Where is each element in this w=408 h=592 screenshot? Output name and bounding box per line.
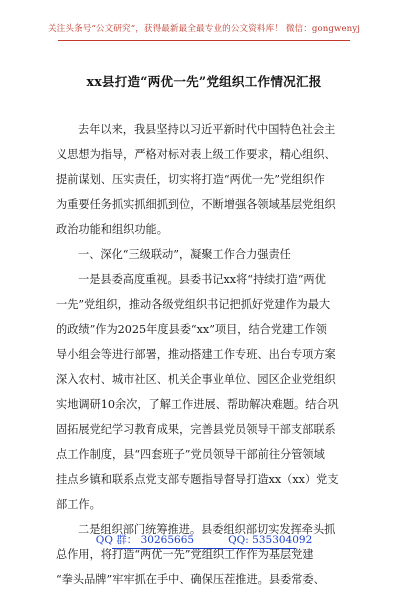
paragraph-line: 为重要任务抓实抓细抓到位，不断增强各领域基层党组织 [56, 198, 336, 211]
document-title: xx县打造“两优一先”党组织工作情况汇报 [86, 74, 322, 89]
paragraph-line: 政治功能和组织功能。 [56, 223, 168, 236]
paragraph-line: 二是组织部门统筹推进。县委组织部切实发挥牵头抓 [78, 523, 336, 536]
paragraph-line: 义思想为指导，严格对标对表上级工作要求，精心组织、 [56, 148, 336, 161]
footer-contact [0, 532, 408, 547]
paragraph-line: 一先”党组织，推动各级党组织书记把抓好党建作为最大 [56, 298, 331, 311]
document-body [56, 117, 356, 592]
paragraph-intro [56, 117, 356, 242]
paragraph-county-committee [56, 267, 356, 517]
paragraph-line: 提前谋划、压实责任，切实将打造“两优一先”党组织作 [56, 173, 325, 186]
section-heading [56, 242, 356, 267]
paragraph-line: 去年以来，我县坚持以习近平新时代中国特色社会主 [78, 123, 336, 136]
paragraph-line: 深入农村、城市社区、机关企事业单位、园区企业党组织 [56, 373, 336, 386]
section-heading-text: 一、深化“三级联动”，凝聚工作合力强责任 [78, 248, 291, 261]
paragraph-line: 实地调研10余次，了解工作进展、帮助解决难题。结合巩 [56, 398, 339, 411]
paragraph-line: 的政绩”作为2025年度县委“xx”项目，结合党建工作领 [56, 323, 327, 336]
paragraph-line: 部工作。 [56, 498, 101, 511]
paragraph-line: 挂点乡镇和联系点党支部专题指导督导打造xx（xx）党支 [56, 473, 339, 486]
paragraph-line: 一是县委高度重视。县委书记xx将“持续打造“两优 [78, 273, 326, 286]
paragraph-line: 导小组会等进行部署，推动搭建工作专班、出台专项方案 [56, 348, 336, 361]
paragraph-line: 总作用，将打造“两优一先”党组织工作作为基层党建 [56, 548, 314, 561]
paragraph-organization-dept [56, 517, 356, 592]
footer-underline [112, 548, 296, 549]
qq-group-number: QQ 群： 30265665 [95, 534, 195, 546]
paragraph-line: 固拓展党纪学习教育成果，完善县党员领导干部支部联系 [56, 423, 336, 436]
paragraph-line: 点工作制度，县“四套班子”党员领导干部前往分管领域 [56, 448, 325, 461]
paragraph-line: “拳头品牌”牢牢抓在手中、确保压茬推进。县委常委、 [56, 573, 325, 586]
header-divider [58, 40, 350, 41]
qq-number: QQ: 535304092 [228, 534, 313, 546]
header-banner: 关注头条号“公文研究”，获得最新最全最专业的公文资料库！ 微信：gongwenyj [47, 24, 361, 34]
